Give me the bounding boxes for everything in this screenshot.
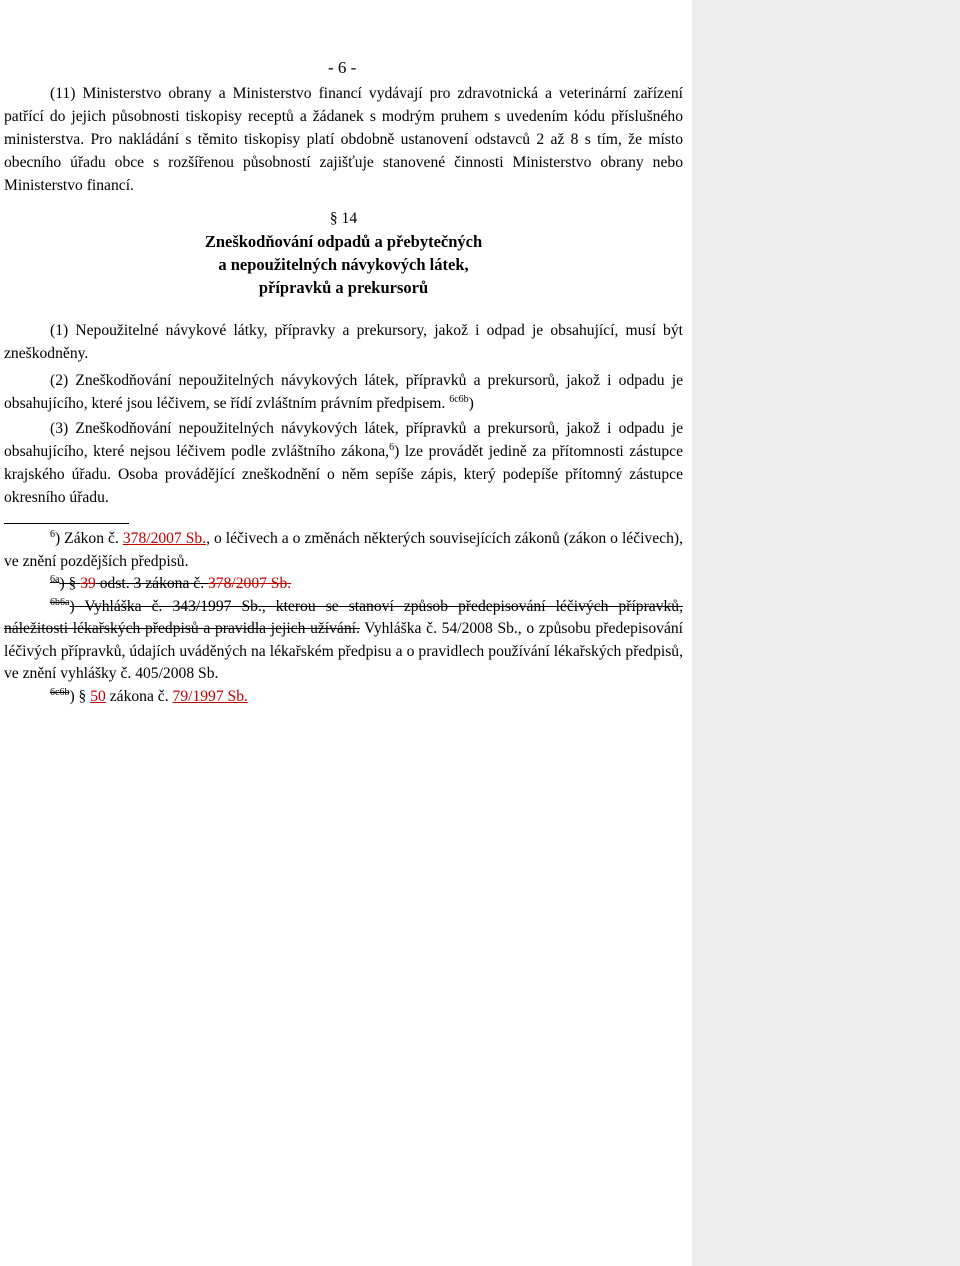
footnote-6c-mid: zákona č. xyxy=(105,687,173,705)
section-title-line-3: přípravků a prekursorů xyxy=(258,278,429,297)
footnote-6c-link-50[interactable]: 50 xyxy=(90,687,106,705)
footnote-6a-mid: odst. 3 zákona č. xyxy=(95,575,208,592)
footnote-6c-marker: 6c6b xyxy=(50,686,70,698)
section-heading xyxy=(4,207,683,299)
footnote-6a-link-378[interactable]: 378/2007 Sb. xyxy=(208,575,292,592)
footnote-6a-pre: ) § xyxy=(59,575,81,592)
page-number: - 6 - xyxy=(328,58,357,77)
footnote-6a-marker: 6a xyxy=(50,573,60,585)
footnote-6a xyxy=(4,573,683,596)
paragraph-2 xyxy=(4,369,683,415)
footnote-6c xyxy=(4,686,683,709)
comment-pane xyxy=(692,0,960,1266)
footnote-6b-marker: 6b6a xyxy=(50,596,70,608)
section-title-line-1: Zneškodňování odpadů a přebytečných xyxy=(204,232,483,251)
section-title-line-2: a nepoužitelných návykových látek, xyxy=(218,255,469,274)
footnote-ref-6c6b[interactable]: 6c6b xyxy=(449,393,469,405)
paragraph-3-text-b: ) lze provádět jedině za přítomnosti zástupce krajského úřadu. Osoba provádějící zneškodnění o něm sepíše zápis, který podepíše přítomný zástupce okresního úřadu. xyxy=(4,443,683,506)
footnote-6a-link-39[interactable]: 39 xyxy=(80,575,96,592)
paragraph-11: (11) Ministerstvo obrany a Ministerstvo financí vydávají pro zdravotnická a veterinární zařízení patřící do jejich působnosti tiskopisy receptů a žádanek s modrým pruhem s uvedením kódu příslušného ministerstva. Pro nakládání s těmito tiskopisy platí obdobně ustanovení odstavců 2 až 8 s tím, že místo obecního úřadu obce s rozšířenou působností zajišťuje stanovené činnosti Ministerstvo obrany nebo Ministerstvo financí. xyxy=(4,85,683,194)
paragraph-2-text: (2) Zneškodňování nepoužitelných návykových látek, přípravků a prekursorů, jakož i odpadu je obsahujícího, které jsou léčivem, se řídí zvláštním právním předpisem. xyxy=(4,372,683,412)
footnote-6c-pre: ) § xyxy=(69,687,91,705)
paragraph-1: (1) Nepoužitelné návykové látky, přípravky a prekursory, jakož i odpad je obsahující, musí být zneškodněny. xyxy=(4,322,683,362)
footnote-6b xyxy=(4,596,683,686)
footnote-6-link[interactable]: 378/2007 Sb. xyxy=(122,530,207,547)
footnote-6-post: , o léčivech a o změnách některých souvisejících zákonů (zákon o léčivech), ve znění pozdějších předpisů. xyxy=(4,530,683,570)
paragraph-2-tail: ) xyxy=(468,395,474,412)
paragraph-3-text-a: (3) Zneškodňování nepoužitelných návykových látek, přípravků a prekursorů, jakož i odpadu je obsahujícího, které nejsou léčivem podle zvláštního zákona, xyxy=(4,420,683,460)
paragraph-3 xyxy=(4,417,683,509)
footnote-6b-struck-text: ) Vyhláška č. 343/1997 Sb., kterou se stanoví způsob předepisování léčivých přípravků, náležitosti lékařských předpisů a pravidla jejich užívání. xyxy=(4,597,683,637)
footnote-separator xyxy=(4,523,129,524)
document-body xyxy=(4,82,683,708)
footnote-6b-new-text: Vyhláška č. 54/2008 Sb., o způsobu předepisování léčivých přípravků, údajích uváděných na lékařském předpisu a o pravidlech používání lékařských předpisů, ve znění vyhlášky č. 405/2008 Sb. xyxy=(4,620,683,682)
footnote-6-pre: ) Zákon č. xyxy=(55,530,123,547)
footnote-6 xyxy=(4,528,683,573)
footnote-ref-6[interactable]: 6 xyxy=(389,441,395,453)
footnote-6c-link-79[interactable]: 79/1997 Sb. xyxy=(172,687,248,705)
footnote-6-marker: 6 xyxy=(50,528,55,540)
section-number: § 14 xyxy=(329,210,358,227)
